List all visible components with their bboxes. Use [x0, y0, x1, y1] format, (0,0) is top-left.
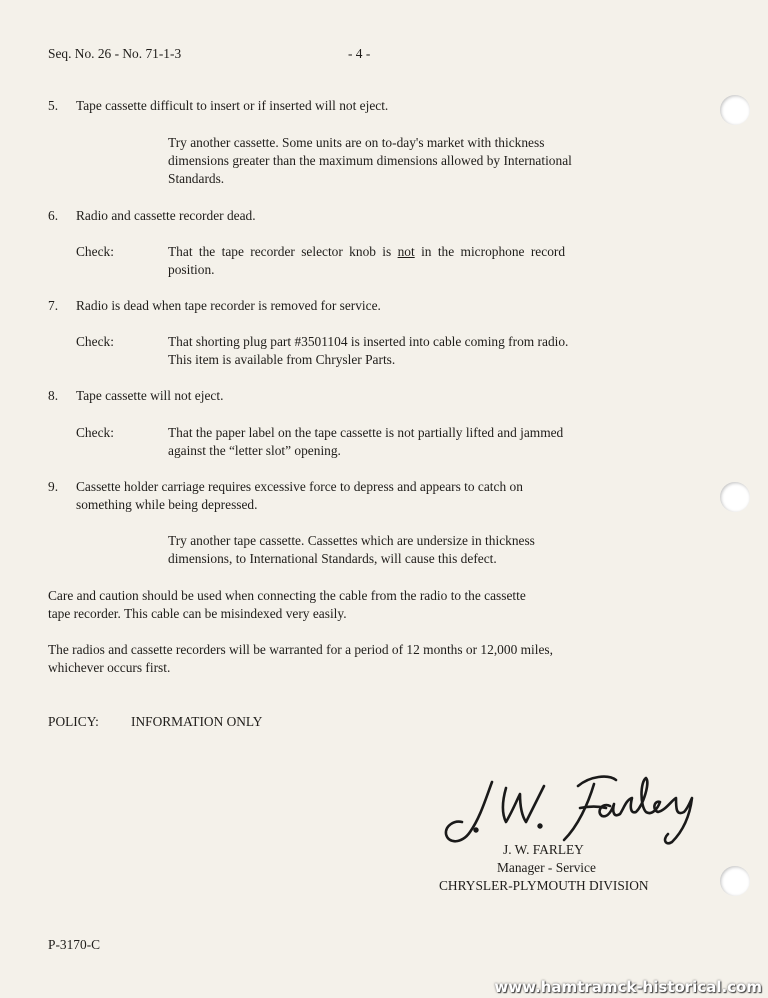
item-body-6-pre: That the tape recorder selector knob is [168, 244, 398, 259]
item-body-7-line1: That shorting plug part #3501104 is inserted into cable coming from radio. [168, 334, 569, 349]
item-body-8-line2: against the “letter slot” opening. [168, 443, 341, 458]
care-paragraph-line1: Care and caution should be used when connecting the cable from the radio to the cassette [48, 588, 526, 603]
item-number-7: 7. [48, 298, 59, 313]
check-label-6: Check: [76, 244, 114, 259]
item-number-6: 6. [48, 208, 59, 223]
item-number-5: 5. [48, 98, 59, 113]
warranty-paragraph-line1: The radios and cassette recorders will be warranted for a period of 12 months or 12,000 miles, [48, 642, 553, 657]
item-title-7: Radio is dead when tape recorder is removed for service. [76, 298, 381, 313]
binder-hole-middle [720, 482, 750, 512]
signatory-name: J. W. FARLEY [503, 842, 584, 857]
form-number: P-3170-C [48, 937, 101, 952]
sequence-number: Seq. No. 26 - No. 71-1-3 [48, 46, 182, 61]
policy-label: POLICY: [48, 714, 99, 729]
item-body-6-post: in the microphone record [414, 244, 566, 259]
page-number: - 4 - [348, 46, 371, 61]
item-body-5-line1: Try another cassette. Some units are on to-day's market with thickness [168, 135, 545, 150]
check-label-8: Check: [76, 425, 114, 440]
item-body-5-line2: dimensions greater than the maximum dimensions allowed by International [168, 153, 572, 168]
care-paragraph-line2: tape recorder. This cable can be misindexed very easily. [48, 606, 347, 621]
item-number-9: 9. [48, 479, 59, 494]
item-body-8-line1: That the paper label on the tape cassette is not partially lifted and jammed [168, 425, 564, 440]
policy-value: INFORMATION ONLY [131, 714, 263, 729]
website-watermark: www.hamtramck-historical.com [494, 978, 762, 996]
binder-hole-top [720, 95, 750, 125]
item-body-6-line2: position. [168, 262, 215, 277]
item-number-8: 8. [48, 388, 59, 403]
item-body-7-line2: This item is available from Chrysler Parts. [168, 352, 396, 367]
item-body-9-line2: dimensions, to International Standards, will cause this defect. [168, 551, 497, 566]
item-title-5: Tape cassette difficult to insert or if inserted will not eject. [76, 98, 389, 113]
signatory-division: CHRYSLER-PLYMOUTH DIVISION [439, 878, 649, 893]
binder-hole-bottom [720, 866, 750, 896]
item-body-5-line3: Standards. [168, 171, 225, 186]
item-title-6: Radio and cassette recorder dead. [76, 208, 256, 223]
check-label-7: Check: [76, 334, 114, 349]
item-title-9-line2: something while being depressed. [76, 497, 258, 512]
item-title-9-line1: Cassette holder carriage requires excessive force to depress and appears to catch on [76, 479, 523, 494]
item-title-8: Tape cassette will not eject. [76, 388, 224, 403]
handwritten-signature [440, 768, 700, 850]
item-body-6-emphasis: not [397, 244, 415, 259]
signatory-title: Manager - Service [497, 860, 596, 875]
item-body-6-line1 [168, 243, 565, 261]
item-body-9-line1: Try another tape cassette. Cassettes which are undersize in thickness [168, 533, 535, 548]
warranty-paragraph-line2: whichever occurs first. [48, 660, 171, 675]
